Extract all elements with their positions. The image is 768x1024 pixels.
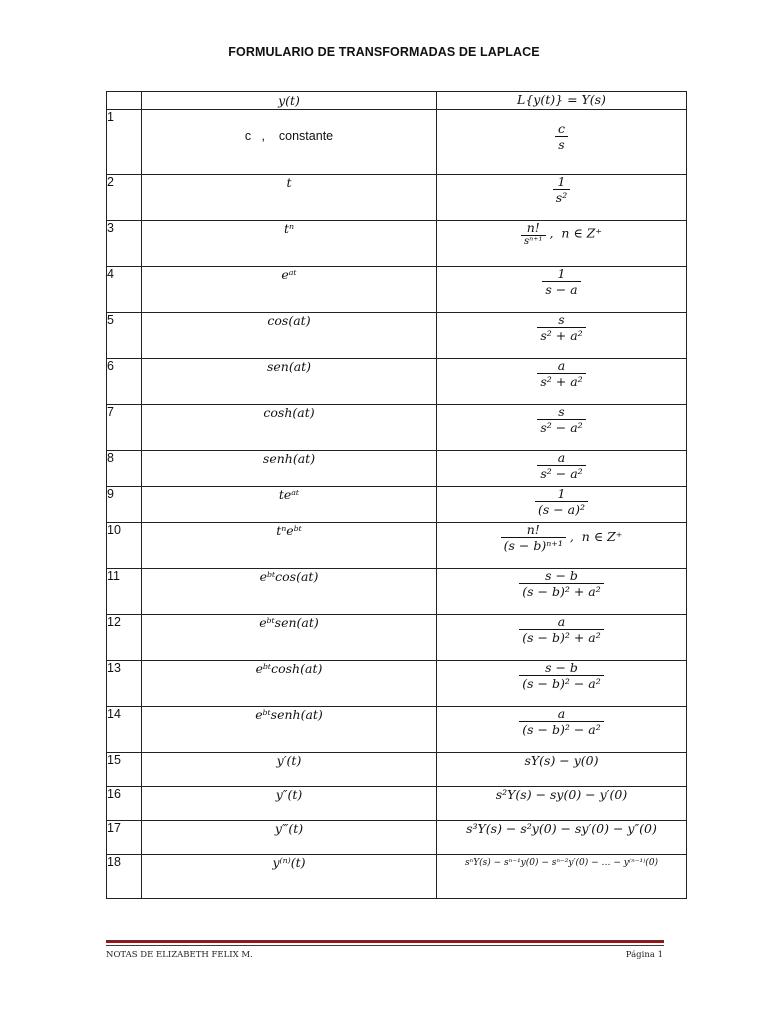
header-fn: y(t) <box>142 92 437 110</box>
numerator: 1 <box>557 266 566 281</box>
table-row <box>107 313 687 359</box>
table-row <box>107 523 687 569</box>
fraction <box>501 523 566 552</box>
row-number: 2 <box>107 175 142 221</box>
fraction <box>537 359 585 388</box>
denominator: s² − a² <box>537 465 585 481</box>
numerator: 1 <box>557 174 566 189</box>
denominator: s <box>555 136 567 152</box>
row-transform <box>437 359 687 405</box>
laplace-table <box>106 91 687 899</box>
denominator: s − a <box>542 281 580 297</box>
row-function: y⁽ⁿ⁾(t) <box>142 855 437 899</box>
denominator: (s − b)² − a² <box>519 675 604 691</box>
row-function: eᵇᵗcosh(at) <box>142 661 437 707</box>
fraction <box>542 267 580 296</box>
table-row <box>107 267 687 313</box>
row-function: y‴(t) <box>142 821 437 855</box>
row-transform <box>437 487 687 523</box>
denominator: s² <box>553 189 570 205</box>
row-function: y″(t) <box>142 787 437 821</box>
row-number: 17 <box>107 821 142 855</box>
denominator: (s − b)² − a² <box>519 721 604 737</box>
row-number: 18 <box>107 855 142 899</box>
row-function: eᵇᵗcos(at) <box>142 569 437 615</box>
row-number: 11 <box>107 569 142 615</box>
row-function: y′(t) <box>142 753 437 787</box>
row-transform <box>437 615 687 661</box>
fraction <box>537 405 585 434</box>
numerator: s − b <box>545 568 578 583</box>
table-row <box>107 787 687 821</box>
row-function: tⁿeᵇᵗ <box>142 523 437 569</box>
row-number: 1 <box>107 110 142 175</box>
condition: , n ∈ Z⁺ <box>569 529 623 544</box>
row-function: eᵇᵗsenh(at) <box>142 707 437 753</box>
numerator: n! <box>526 220 540 235</box>
denominator: s² + a² <box>537 373 585 389</box>
row-transform <box>437 523 687 569</box>
footer-author: NOTAS DE ELIZABETH FELIX M. <box>106 950 253 960</box>
page-title: FORMULARIO DE TRANSFORMADAS DE LAPLACE <box>228 45 540 59</box>
row-number: 16 <box>107 787 142 821</box>
fraction <box>519 615 604 644</box>
fraction <box>555 122 568 151</box>
row-number: 5 <box>107 313 142 359</box>
table-row <box>107 221 687 267</box>
row-transform <box>437 451 687 487</box>
row-number: 7 <box>107 405 142 451</box>
row-number: 6 <box>107 359 142 405</box>
fraction <box>535 487 588 516</box>
table-row <box>107 821 687 855</box>
denominator: sⁿ⁺¹ <box>521 235 545 248</box>
table-row <box>107 110 687 175</box>
numerator: s <box>558 404 565 419</box>
table-row <box>107 359 687 405</box>
row-number: 10 <box>107 523 142 569</box>
numerator: a <box>557 706 566 721</box>
denominator: (s − b)² + a² <box>519 629 604 645</box>
row-transform <box>437 707 687 753</box>
row-number: 15 <box>107 753 142 787</box>
row-function: t <box>142 175 437 221</box>
fraction <box>521 221 545 247</box>
row-transform: sY(s) − y(0) <box>437 753 687 787</box>
function-text: c , constante <box>244 129 334 143</box>
table-row <box>107 707 687 753</box>
footer-rule-thin <box>106 945 664 946</box>
fraction <box>519 569 604 598</box>
denominator: (s − a)² <box>535 501 588 517</box>
denominator: (s − b)ⁿ⁺¹ <box>501 537 566 553</box>
row-transform <box>437 569 687 615</box>
row-function: cosh(at) <box>142 405 437 451</box>
fraction <box>553 175 570 204</box>
row-transform <box>437 405 687 451</box>
row-number: 9 <box>107 487 142 523</box>
numerator: 1 <box>557 486 566 501</box>
row-transform <box>437 221 687 267</box>
row-transform: sⁿY(s) − sⁿ⁻¹y(0) − sⁿ⁻²y′(0) − … − y⁽ⁿ⁻¹⁾(0) <box>437 855 687 899</box>
table-row <box>107 661 687 707</box>
condition: , n ∈ Z⁺ <box>549 225 602 241</box>
table-row <box>107 855 687 899</box>
row-number: 4 <box>107 267 142 313</box>
row-function: eᵇᵗsen(at) <box>142 615 437 661</box>
header-transform: L{y(t)} = Y(s) <box>437 92 687 110</box>
row-number: 8 <box>107 451 142 487</box>
numerator: a <box>557 358 566 373</box>
fraction <box>519 707 604 736</box>
fraction <box>537 451 585 480</box>
row-function: cos(at) <box>142 313 437 359</box>
table-row <box>107 753 687 787</box>
row-function: teᵃᵗ <box>142 487 437 523</box>
row-transform <box>437 110 687 175</box>
table-row <box>107 405 687 451</box>
table-row <box>107 569 687 615</box>
row-transform: s³Y(s) − s²y(0) − sy′(0) − y″(0) <box>437 821 687 855</box>
numerator: s <box>558 312 565 327</box>
header-num-cell <box>107 92 142 110</box>
denominator: s² − a² <box>537 419 585 435</box>
numerator: c <box>557 121 565 136</box>
denominator: s² + a² <box>537 327 585 343</box>
row-number: 14 <box>107 707 142 753</box>
denominator: (s − b)² + a² <box>519 583 604 599</box>
table-row <box>107 487 687 523</box>
fraction <box>519 661 604 690</box>
fraction <box>537 313 585 342</box>
row-transform <box>437 175 687 221</box>
numerator: a <box>557 450 566 465</box>
row-function: eᵃᵗ <box>142 267 437 313</box>
table-row <box>107 451 687 487</box>
numerator: s − b <box>545 660 578 675</box>
row-transform <box>437 313 687 359</box>
row-function: senh(at) <box>142 451 437 487</box>
numerator: n! <box>526 522 540 537</box>
table-row <box>107 175 687 221</box>
row-number: 3 <box>107 221 142 267</box>
header-row <box>107 92 687 110</box>
row-function: tⁿ <box>142 221 437 267</box>
table-row <box>107 615 687 661</box>
row-function: sen(at) <box>142 359 437 405</box>
row-transform <box>437 267 687 313</box>
row-transform <box>437 661 687 707</box>
numerator: a <box>557 614 566 629</box>
footer-page-number: Página 1 <box>625 950 663 960</box>
row-transform: s²Y(s) − sy(0) − y′(0) <box>437 787 687 821</box>
row-number: 13 <box>107 661 142 707</box>
footer-rule-thick <box>106 940 664 943</box>
row-number: 12 <box>107 615 142 661</box>
row-function <box>142 110 437 175</box>
